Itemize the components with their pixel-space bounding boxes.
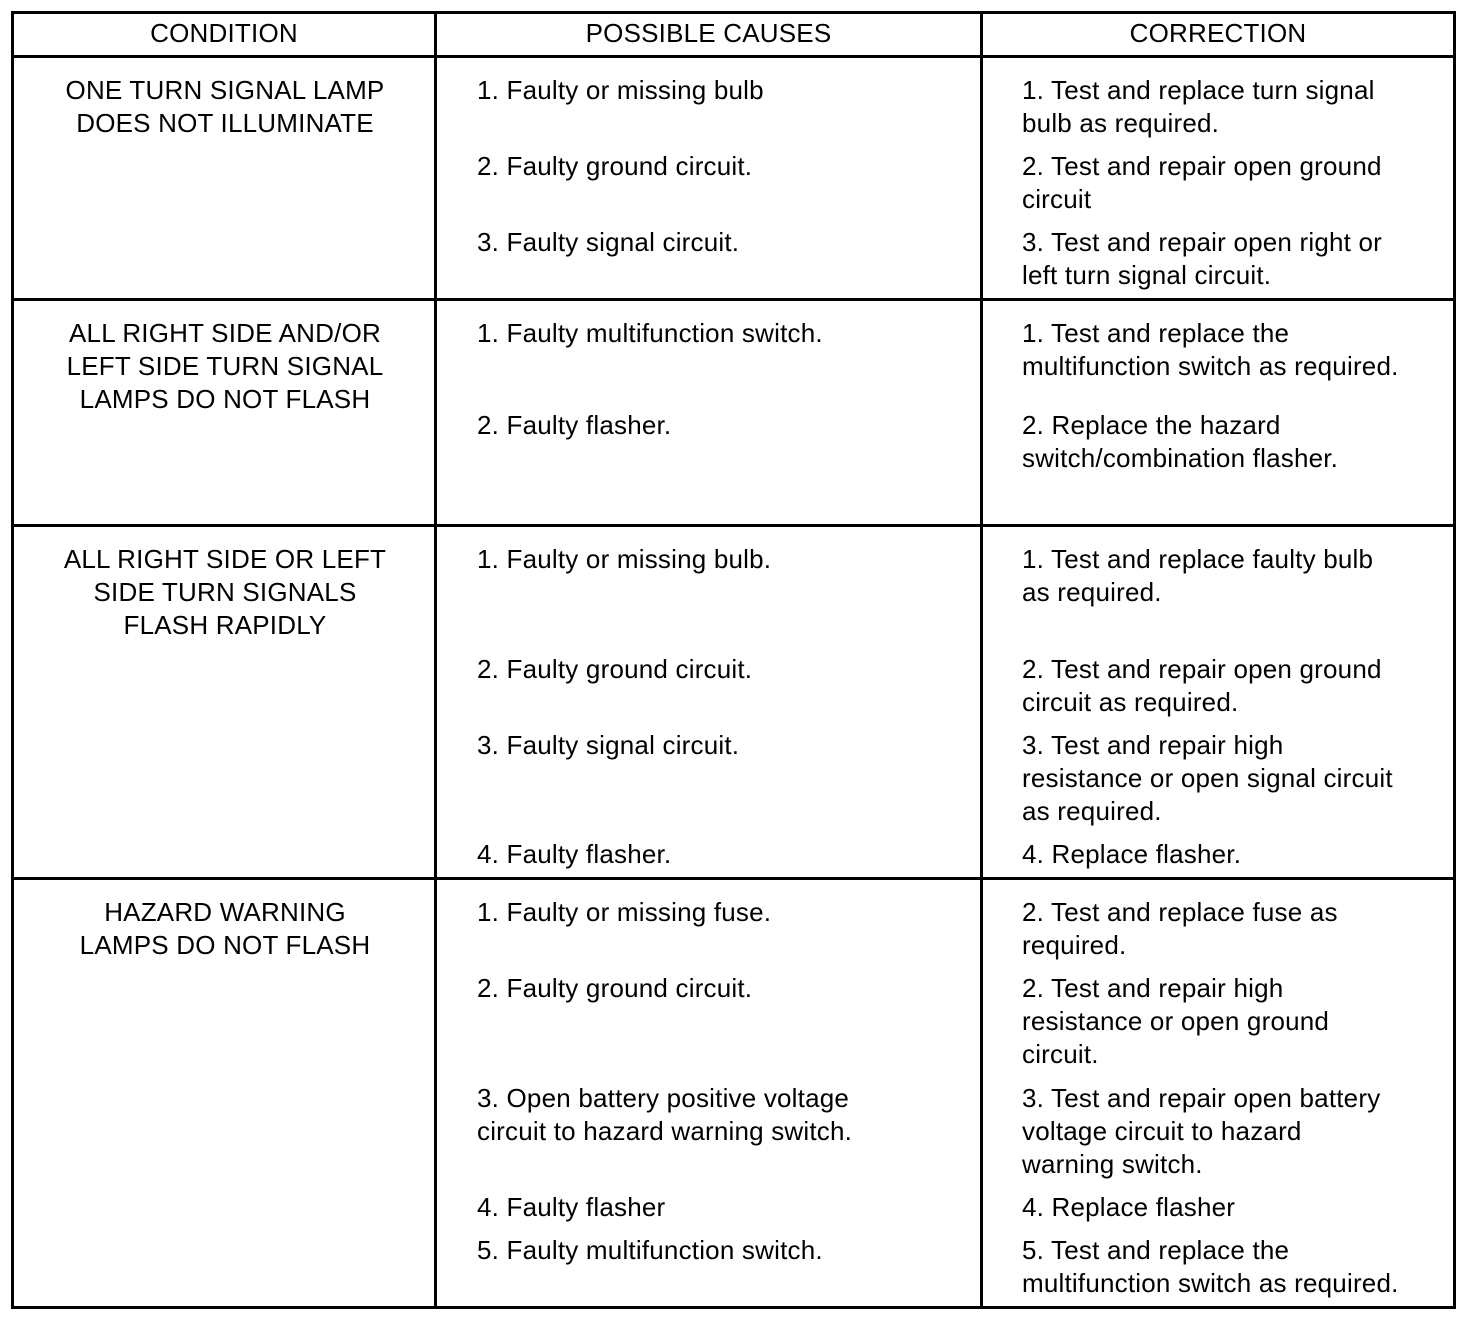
correction-item: 1. Test and replace turn signal bulb as required. (1022, 75, 1375, 138)
column-divider (980, 11, 983, 1309)
correction-item: 3. Test and repair open battery voltage circuit to hazard warning switch. (1022, 1083, 1381, 1179)
cause-item: 2. Faulty ground circuit. (477, 654, 753, 684)
column-divider (434, 11, 437, 1309)
correction-item: 1. Test and replace the multifunction switch as required. (1022, 318, 1399, 381)
correction-item: 4. Replace flasher (1022, 1192, 1236, 1222)
correction-item: 2. Test and repair high resistance or open ground circuit. (1022, 973, 1330, 1069)
header-correction: CORRECTION (1129, 18, 1307, 48)
header-possible-causes: POSSIBLE CAUSES (585, 18, 832, 48)
correction-item: 4. Replace flasher. (1022, 839, 1242, 869)
correction-item: 2. Test and repair open ground circuit (1022, 151, 1382, 214)
correction-item: 3. Test and repair high resistance or open signal circuit as required. (1022, 730, 1393, 826)
cause-item: 2. Faulty flasher. (477, 410, 672, 440)
cause-item: 5. Faulty multifunction switch. (477, 1235, 823, 1265)
cause-item: 3. Open battery positive voltage circuit to hazard warning switch. (477, 1083, 853, 1146)
cause-item: 4. Faulty flasher (477, 1192, 666, 1222)
cause-item: 4. Faulty flasher. (477, 839, 672, 869)
condition-cell: ALL RIGHT SIDE OR LEFT SIDE TURN SIGNALS FLASH RAPIDLY (63, 544, 387, 640)
correction-item: 3. Test and repair open right or left turn signal circuit. (1022, 227, 1383, 290)
header-condition: CONDITION (150, 18, 298, 48)
correction-item: 2. Test and replace fuse as required. (1022, 897, 1338, 960)
cause-item: 3. Faulty signal circuit. (477, 730, 740, 760)
cause-item: 2. Faulty ground circuit. (477, 151, 753, 181)
row-divider (11, 524, 1456, 527)
correction-item: 5. Test and replace the multifunction switch as required. (1022, 1235, 1399, 1298)
correction-item: 2. Replace the hazard switch/combination flasher. (1022, 410, 1339, 473)
cause-item: 1. Faulty or missing bulb. (477, 544, 772, 574)
condition-cell: ONE TURN SIGNAL LAMP DOES NOT ILLUMINATE (65, 75, 385, 138)
row-divider (11, 877, 1456, 880)
condition-cell: ALL RIGHT SIDE AND/OR LEFT SIDE TURN SIGNAL LAMPS DO NOT FLASH (66, 318, 384, 414)
cause-item: 1. Faulty or missing fuse. (477, 897, 772, 927)
correction-item: 2. Test and repair open ground circuit as required. (1022, 654, 1382, 717)
cause-item: 2. Faulty ground circuit. (477, 973, 753, 1003)
header-divider (11, 55, 1456, 58)
condition-cell: HAZARD WARNING LAMPS DO NOT FLASH (79, 897, 371, 960)
cause-item: 1. Faulty or missing bulb (477, 75, 764, 105)
cause-item: 1. Faulty multifunction switch. (477, 318, 823, 348)
correction-item: 1. Test and replace faulty bulb as required. (1022, 544, 1374, 607)
cause-item: 3. Faulty signal circuit. (477, 227, 740, 257)
row-divider (11, 298, 1456, 301)
